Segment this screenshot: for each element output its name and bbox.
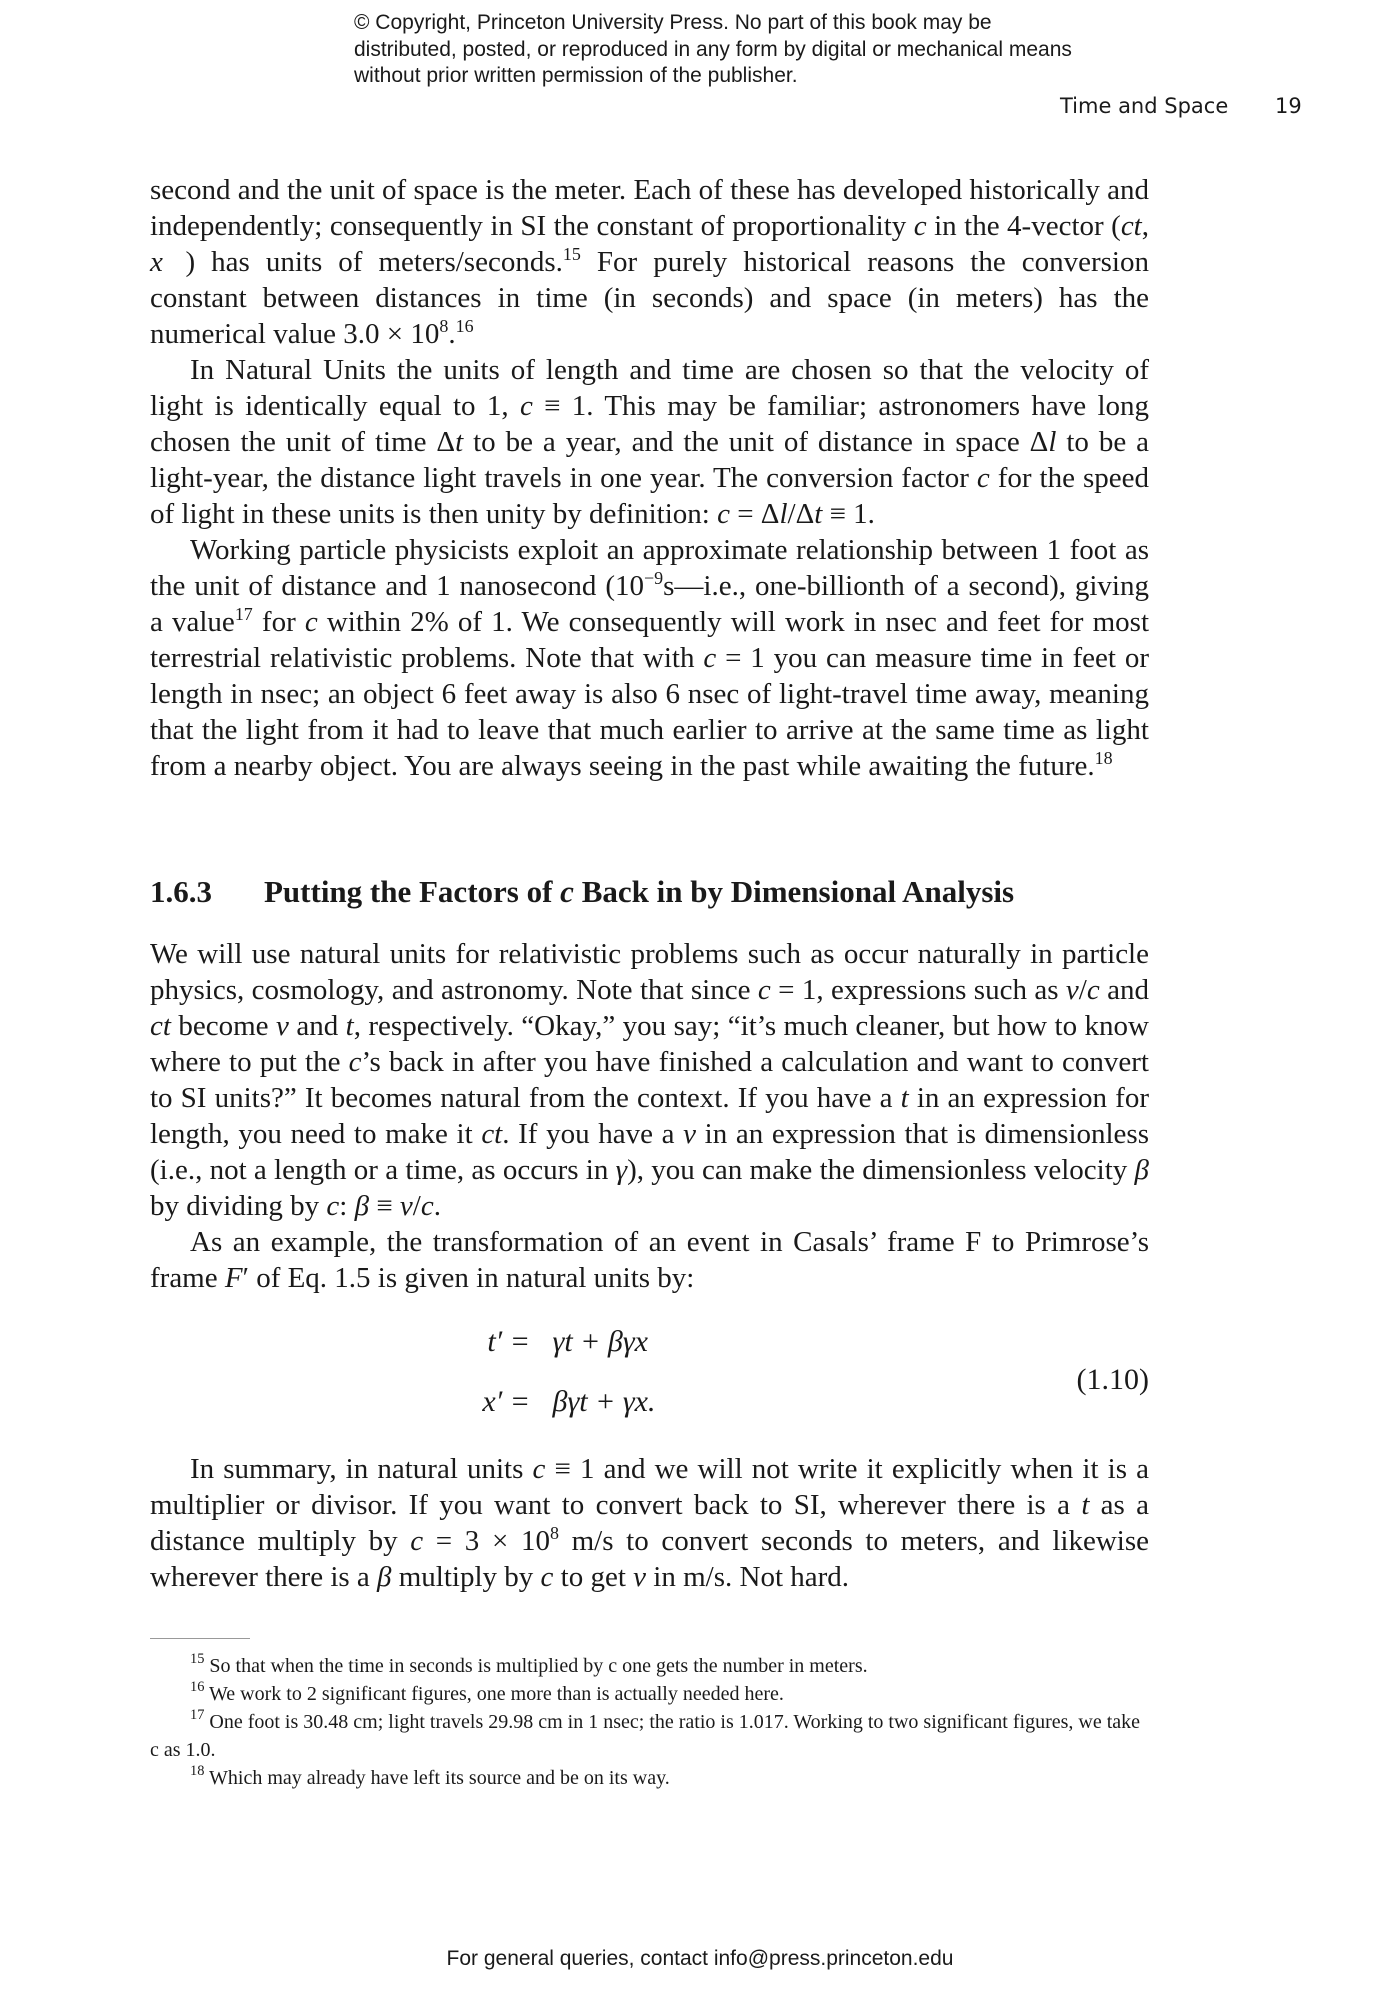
section-number: 1.6.3 (150, 874, 212, 909)
paragraph-natural-units: In Natural Units the units of length and time are chosen so that the velocity of light is identically equal to 1, c ≡ 1. This may be familiar; astronomers have long chosen the unit of time Δt to be a year, and the unit of distance in space Δl to be a light-year, the distance light travels in one year. The conversion factor c for the speed of light in these units is then unity by definition: c = Δl/Δt ≡ 1. (150, 354, 1150, 530)
paragraph-summary: In summary, in natural units c ≡ 1 and we will not write it explicitly when it is a multiplier or divisor. If you want to convert back to SI, wherever there is a t as a distance multiply by $c = 3 \times 10^8$ m/s to convert seconds to meters, and likewise wherever there is a β multiply by c to get v in m/s. Not hard. (150, 1453, 1150, 1593)
body-text-middle (150, 936, 1149, 1296)
page-number: 19 (1275, 94, 1302, 118)
footnotes (150, 1652, 1149, 1792)
footnote-15: $^{15}$ So that when the time in seconds is multiplied by c one gets the number in meters. (190, 1651, 868, 1677)
paragraph-example: As an example, the transformation of an event in Casals’ frame F to Primrose’s frame F′ of Eq. 1.5 is given in natural units by: (150, 1226, 1149, 1294)
section-heading (150, 874, 1149, 910)
body-text-top (150, 172, 1149, 784)
equation-1-10 (150, 1325, 1149, 1425)
section-title: Putting the Factors of c Back in by Dimensional Analysis (264, 874, 1015, 909)
paragraph-dimensional-analysis: We will use natural units for relativistic problems such as occur naturally in particle physics, cosmology, and astronomy. Note that since c = 1, expressions such as v/c and ct become v and t, respectively. “Okay,” you say; “it’s much cleaner, but how to know where to put the c’s back in after you have finished a calculation and want to convert to SI units?” It becomes natural from the context. If you have a t in an expression for length, you need to make it ct. If you have a v in an expression that is dimensionless (i.e., not a length or a time, as occurs in γ), you can make the dimensionless velocity β by dividing by c: β ≡ v/c. (150, 938, 1150, 1222)
copyright-notice: © Copyright, Princeton University Press. No part of this book may be distributed, posted, or reproduced in any form by digital or mechanical means without prior written permission of the publisher. (354, 11, 1072, 87)
equation-line-1: t′ = γt + βγx (487, 1325, 648, 1358)
paragraph-nanosecond-foot: Working particle physicists exploit an approximate relationship between 1 foot as the unit of distance and 1 nanosecond ($10^{-9}s—i.e$., one-billionth of a second), giving a value$^{17}$ for c within 2% of 1. We consequently will work in nsec and feet for most terrestrial relativistic problems. Note that with c = 1 you can measure time in feet or length in nsec; an object 6 feet away is also 6 nsec of light-travel time away, meaning that the light from it had to leave that much earlier to arrive at the same time as light from a nearby object. You are always seeing in the past while awaiting the future.$^{18}$ (150, 534, 1149, 782)
footnote-rule (150, 1638, 250, 1639)
running-title: Time and Space (1060, 94, 1229, 118)
footnote-18: $^{18}$ Which may already have left its source and be on its way. (190, 1763, 670, 1789)
equation-line-2: x′ = βγt + γx. (482, 1385, 656, 1418)
body-text-bottom (150, 1451, 1149, 1595)
equation-number: (1.10) (1076, 1363, 1149, 1396)
footnote-16: $^{16}$ We work to 2 significant figures, one more than is actually needed here. (190, 1679, 784, 1705)
footnote-17: $^{17}$ One foot is 30.48 cm; light travels 29.98 cm in 1 nsec; the ratio is 1.017. Working to two significant figures, we take c as 1.0. (150, 1707, 1141, 1761)
footer-contact: For general queries, contact info@press.princeton.edu (446, 1947, 954, 1970)
paragraph-si-units: second and the unit of space is the meter. Each of these has developed historically and independently; consequently in SI the constant of proportionality c in the 4-vector (ct, x⃗) has units of meters/seconds.$^{15}$ For purely historical reasons the conversion constant between distances in time (in seconds) and space (in meters) has the numerical value $3.0 \times 10^8.^{16}$ (150, 174, 1149, 350)
